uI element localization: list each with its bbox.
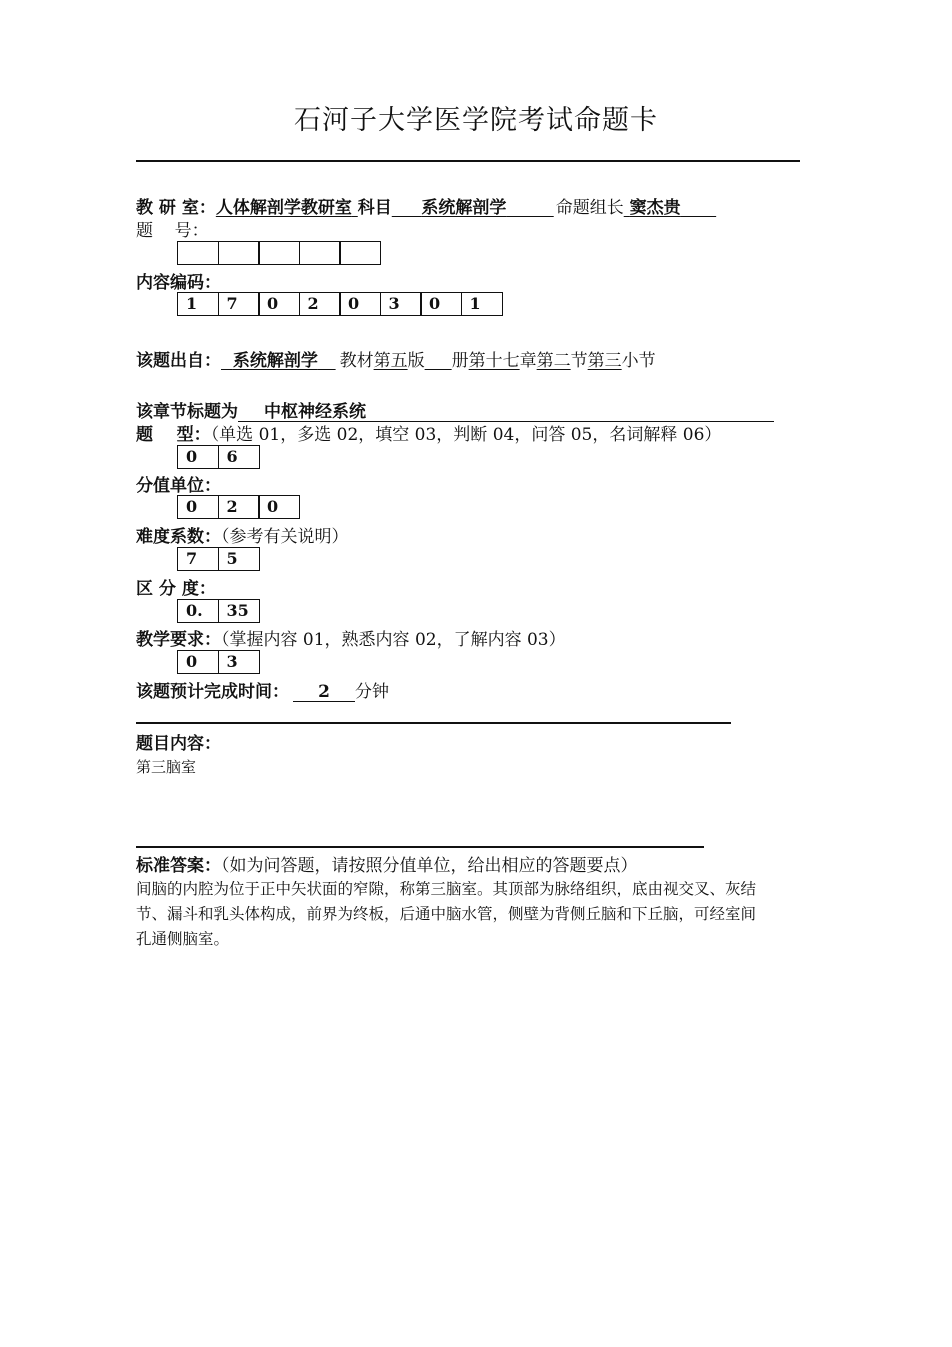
section-divider	[136, 722, 731, 724]
question-no-boxes	[177, 241, 381, 265]
difficulty-note: （参考有关说明）	[221, 527, 349, 547]
answer-label: 标准答案：	[136, 856, 221, 876]
digit-box: 5	[218, 547, 260, 571]
source-chapter: 第十七	[468, 351, 520, 371]
time-value: 2	[293, 683, 355, 702]
answer-divider	[136, 846, 704, 848]
digit-box: 0	[177, 650, 219, 674]
source-section: 第二	[536, 351, 571, 371]
answer-note: （如为问答题，请按照分值单位，给出相应的答题要点）	[221, 856, 638, 876]
digit-box: 0.	[177, 599, 219, 623]
source-edition-suffix: 版	[407, 351, 425, 371]
source-book-suffix: 教材	[339, 351, 374, 371]
source-subsection-suffix: 小节	[621, 351, 656, 371]
digit-box: 0	[339, 292, 381, 316]
difficulty-label: 难度系数：	[136, 527, 221, 547]
digit-box	[218, 241, 260, 265]
leader-value: 窦杰贵	[629, 198, 681, 218]
header-row	[136, 193, 716, 218]
digit-box: 3	[218, 650, 260, 674]
digit-box: 0	[258, 292, 300, 316]
source-section-suffix: 节	[570, 351, 588, 371]
digit-box: 6	[218, 445, 260, 469]
content-code-boxes	[177, 292, 503, 316]
answer-line: 孔通侧脑室。	[136, 930, 230, 948]
dept-value: 人体解剖学教研室	[215, 198, 352, 218]
digit-box	[339, 241, 381, 265]
source-row	[136, 346, 656, 371]
score-unit-label: 分值单位：	[136, 476, 221, 496]
digit-box	[258, 241, 300, 265]
dept-label: 教 研 室：	[136, 198, 216, 218]
digit-box	[177, 241, 219, 265]
digit-box: 0	[177, 445, 219, 469]
subject-label: 科目	[357, 198, 392, 218]
answer-header	[136, 851, 638, 876]
chapter-title-row	[136, 397, 774, 422]
digit-box: 2	[218, 495, 260, 519]
digit-box: 1	[177, 292, 219, 316]
digit-box: 1	[461, 292, 503, 316]
score-unit-boxes	[177, 495, 300, 519]
digit-box: 0	[258, 495, 300, 519]
question-type-label: 题 型：	[136, 425, 211, 445]
chapter-title-label: 该章节标题为	[136, 402, 238, 422]
requirement-row	[136, 625, 566, 650]
digit-box: 2	[299, 292, 341, 316]
difficulty-boxes	[177, 547, 260, 571]
digit-box: 3	[380, 292, 422, 316]
title-divider	[136, 160, 800, 162]
source-volume-suffix: 册	[451, 351, 469, 371]
digit-box: 0	[420, 292, 462, 316]
requirement-label: 教学要求：	[136, 630, 221, 650]
answer-line: 间脑的内腔为位于正中矢状面的窄隙，称第三脑室。其顶部为脉络组织，底由视交叉、灰结	[136, 880, 757, 898]
source-book: 系统解剖学	[232, 351, 318, 371]
page-title: 石河子大学医学院考试命题卡	[294, 105, 658, 136]
chapter-title-value: 中枢神经系统	[264, 402, 366, 422]
content-code-label: 内容编码：	[136, 273, 221, 293]
difficulty-row	[136, 522, 349, 547]
answer-line: 节、漏斗和乳头体构成，前界为终板，后通中脑水管，侧壁为背侧丘脑和下丘脑，可经室间	[136, 905, 757, 923]
requirement-boxes	[177, 650, 260, 674]
discrimination-boxes	[177, 599, 260, 623]
question-type-boxes	[177, 445, 260, 469]
source-chapter-suffix: 章	[519, 351, 537, 371]
content-text: 第三脑室	[136, 758, 197, 776]
question-no-label: 题 号：	[136, 221, 209, 241]
source-label: 该题出自：	[136, 351, 221, 371]
question-type-row	[136, 420, 721, 445]
discrimination-label: 区 分 度：	[136, 579, 216, 599]
digit-box	[299, 241, 341, 265]
time-label: 该题预计完成时间：	[136, 682, 289, 702]
question-type-note: （单选 01，多选 02，填空 03，判断 04，问答 05，名词解释 06）	[210, 425, 722, 445]
leader-label: 命题组长	[555, 198, 624, 218]
answer-text	[136, 877, 756, 952]
source-edition: 第五	[373, 351, 408, 371]
digit-box: 0	[177, 495, 219, 519]
time-row	[136, 677, 389, 702]
subject-value: 系统解剖学	[421, 198, 507, 218]
digit-box: 7	[218, 292, 260, 316]
requirement-note: （掌握内容 01，熟悉内容 02，了解内容 03）	[221, 630, 566, 650]
digit-box: 7	[177, 547, 219, 571]
time-unit: 分钟	[355, 682, 389, 702]
digit-box: 35	[218, 599, 260, 623]
content-label: 题目内容：	[136, 734, 221, 754]
source-subsection: 第三	[587, 351, 622, 371]
